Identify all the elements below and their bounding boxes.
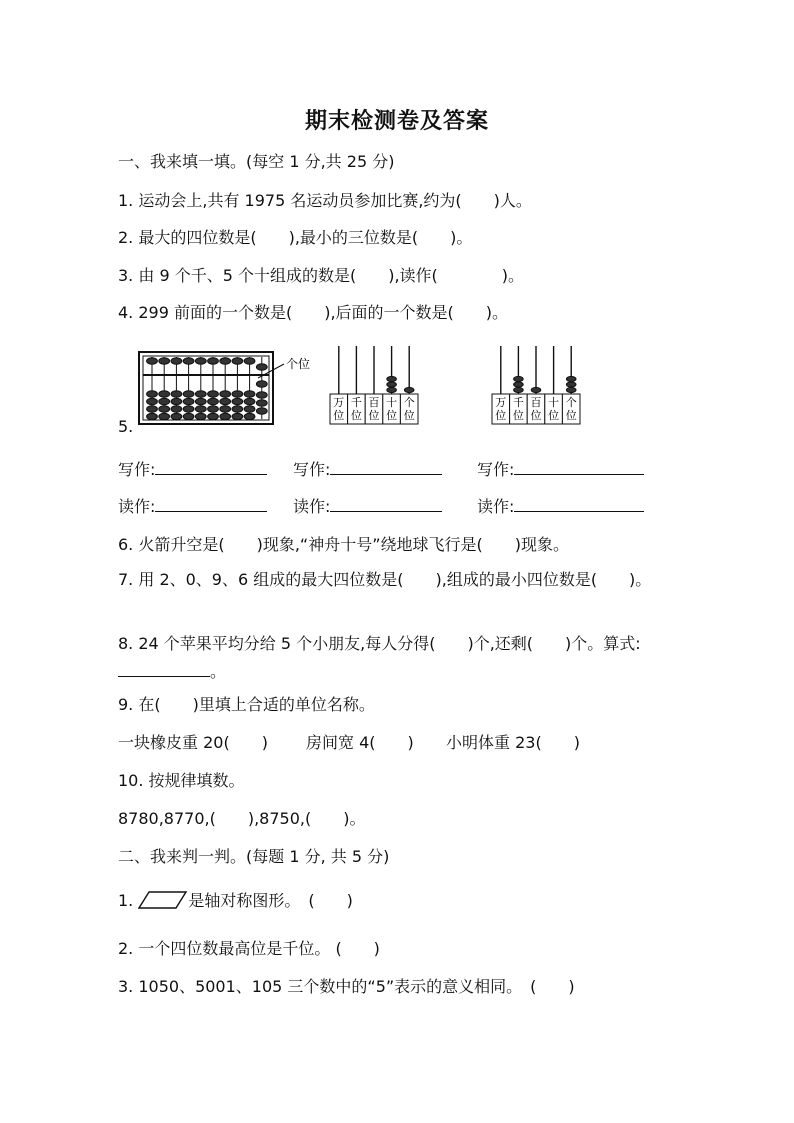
abacus-bead — [244, 358, 255, 364]
q9-item-1: 一块橡皮重 20( ) — [118, 733, 268, 752]
question-9: 9. 在( )里填上合适的单位名称。 — [118, 695, 375, 714]
place-label: 万 — [495, 396, 507, 409]
abacus-bead — [195, 406, 206, 412]
question-10: 10. 按规律填数。 — [118, 771, 245, 790]
place-label: 百 — [368, 396, 380, 409]
abacus-bead — [159, 413, 170, 419]
judge-1-number: 1. — [118, 891, 134, 910]
question-5-number: 5. — [118, 417, 134, 436]
abacus-bead — [183, 413, 194, 419]
section2-heading: 二、我来判一判。(每题 1 分, 共 5 分) — [118, 847, 390, 866]
abacus-bead — [208, 413, 219, 419]
abacus-bead — [232, 398, 243, 404]
abacus-bead — [195, 413, 206, 419]
read-row-1 — [118, 495, 267, 518]
place-label: 位 — [548, 409, 560, 422]
place-label: 个 — [565, 396, 577, 409]
abacus-bead — [159, 406, 170, 412]
formula-blank[interactable] — [118, 660, 210, 677]
write-row-3 — [477, 458, 644, 481]
question-7: 7. 用 2、0、9、6 组成的最大四位数是( ),组成的最小四位数是( )。 — [118, 570, 652, 589]
place-label: 位 — [565, 409, 577, 422]
place-label: 位 — [403, 409, 415, 422]
abacus-bead — [256, 400, 267, 406]
abacus-bead — [147, 398, 158, 404]
counter-bead — [514, 376, 524, 381]
question-8-text: 8. 24 个苹果平均分给 5 个小朋友,每人分得( )个,还剩( )个。算式: — [118, 634, 641, 653]
write-answer-blank[interactable] — [514, 458, 644, 475]
judge-3: 3. 1050、5001、105 三个数中的“5”表示的意义相同。 ( ) — [118, 977, 575, 996]
abacus-bead — [171, 413, 182, 419]
q9-item-3: 小明体重 23( ) — [446, 733, 580, 752]
read-answer-blank[interactable] — [155, 495, 267, 512]
abacus-bead — [147, 358, 158, 364]
abacus-bead — [256, 392, 267, 398]
abacus-bead — [256, 408, 267, 414]
abacus-bead — [244, 398, 255, 404]
question-8 — [118, 630, 688, 686]
page-title: 期末检测卷及答案 — [304, 109, 489, 134]
read-answer-blank[interactable] — [514, 495, 644, 512]
abacus-bead — [183, 358, 194, 364]
abacus-figure — [138, 348, 318, 428]
place-label: 百 — [530, 396, 542, 409]
abacus-bead — [232, 413, 243, 419]
abacus-bead — [220, 398, 231, 404]
question-10-sequence: 8780,8770,( ),8750,( )。 — [118, 809, 366, 828]
read-row-3 — [477, 495, 644, 518]
abacus-bead — [220, 413, 231, 419]
abacus-bead — [220, 358, 231, 364]
question-1: 1. 运动会上,共有 1975 名运动员参加比赛,约为( )人。 — [118, 191, 532, 210]
read-label: 读作: — [293, 497, 331, 516]
counter-bead — [387, 382, 397, 387]
counter-bead — [566, 382, 576, 387]
read-label: 读作: — [477, 497, 515, 516]
abacus-bead — [220, 391, 231, 397]
abacus-bead — [195, 391, 206, 397]
abacus-bead — [220, 406, 231, 412]
abacus-bead — [208, 406, 219, 412]
place-label: 位 — [512, 409, 524, 422]
counter-bead — [404, 387, 414, 392]
abacus-bead — [171, 398, 182, 404]
place-label: 十 — [386, 396, 398, 409]
abacus-bead — [256, 364, 267, 370]
write-label: 写作: — [477, 460, 515, 479]
abacus-bead — [244, 406, 255, 412]
abacus-bead — [183, 398, 194, 404]
abacus-bead — [171, 391, 182, 397]
place-label: 位 — [530, 409, 542, 422]
abacus-bead — [208, 398, 219, 404]
place-label: 位 — [386, 409, 398, 422]
abacus-bead — [232, 406, 243, 412]
q9-item-2: 房间宽 4( ) — [306, 733, 414, 752]
place-label: 位 — [333, 409, 345, 422]
abacus-bead — [183, 391, 194, 397]
abacus-bead — [244, 413, 255, 419]
counter-figure-2 — [490, 344, 582, 426]
write-row-1 — [118, 458, 267, 481]
abacus-bead — [195, 358, 206, 364]
counter-bead — [531, 387, 541, 392]
question-4: 4. 299 前面的一个数是( ),后面的一个数是( )。 — [118, 303, 509, 322]
question-3: 3. 由 9 个千、5 个十组成的数是( ),读作( )。 — [118, 266, 525, 285]
place-label: 十 — [548, 396, 560, 409]
abacus-bead — [208, 358, 219, 364]
abacus-bead — [195, 398, 206, 404]
place-label: 位 — [350, 409, 362, 422]
abacus-bead — [171, 406, 182, 412]
place-label: 万 — [333, 396, 345, 409]
abacus-bead — [147, 406, 158, 412]
write-answer-blank[interactable] — [155, 458, 267, 475]
judge-1 — [118, 890, 353, 912]
read-label: 读作: — [118, 497, 156, 516]
write-row-2 — [293, 458, 442, 481]
read-answer-blank[interactable] — [330, 495, 442, 512]
counter-bead — [514, 387, 524, 392]
question-6: 6. 火箭升空是( )现象,“神舟十号”绕地球飞行是( )现象。 — [118, 535, 569, 554]
place-label: 个 — [403, 396, 415, 409]
gewei-label: 个位 — [286, 357, 311, 371]
counter-figure-1 — [328, 344, 420, 426]
abacus-bead — [183, 406, 194, 412]
parallelogram-icon — [138, 890, 188, 910]
abacus-bead — [232, 358, 243, 364]
abacus-bead — [256, 381, 267, 387]
place-label: 位 — [368, 409, 380, 422]
abacus-bead — [232, 391, 243, 397]
place-label: 千 — [350, 396, 362, 409]
abacus-bead — [244, 391, 255, 397]
counter-bead — [387, 376, 397, 381]
read-row-2 — [293, 495, 442, 518]
counter-bead — [566, 376, 576, 381]
abacus-bead — [159, 391, 170, 397]
abacus-bead — [159, 358, 170, 364]
question-2: 2. 最大的四位数是( ),最小的三位数是( )。 — [118, 228, 473, 247]
abacus-bead — [208, 391, 219, 397]
question-8-end: 。 — [210, 662, 227, 681]
section1-heading: 一、我来填一填。(每空 1 分,共 25 分) — [118, 152, 395, 171]
write-label: 写作: — [118, 460, 156, 479]
counter-bead — [566, 387, 576, 392]
counter-bead — [387, 387, 397, 392]
counter-bead — [514, 382, 524, 387]
judge-2: 2. 一个四位数最高位是千位。 ( ) — [118, 939, 380, 958]
judge-1-text: 是轴对称图形。 ( ) — [188, 891, 353, 910]
abacus-bead — [147, 391, 158, 397]
write-answer-blank[interactable] — [330, 458, 442, 475]
place-label: 位 — [495, 409, 507, 422]
abacus-bead — [147, 413, 158, 419]
abacus-bead — [171, 358, 182, 364]
write-label: 写作: — [293, 460, 331, 479]
place-label: 千 — [512, 396, 524, 409]
abacus-bead — [159, 398, 170, 404]
